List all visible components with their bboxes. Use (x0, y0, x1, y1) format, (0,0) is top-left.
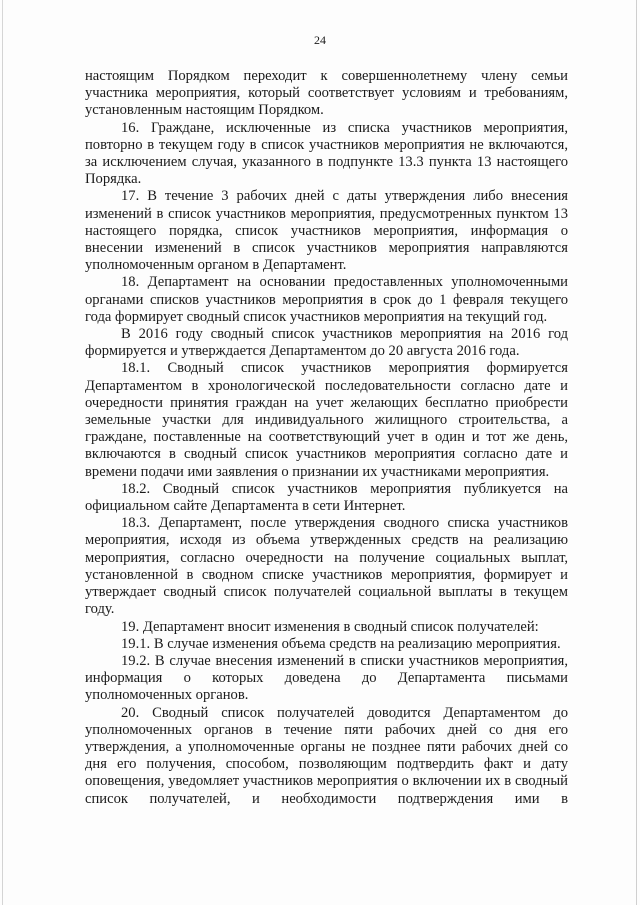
text-line: утверждения, а уполномоченные органы не позднее пяти рабочих дней со (85, 738, 568, 755)
text-line: очередности принятия граждан на учет желающих бесплатно приобрести (85, 394, 568, 411)
text-line: граждане, поставленные на соответствующий учет в один и тот же день, (85, 429, 568, 446)
text-line: году. (85, 601, 115, 618)
text-line: года формирует сводный список участников мероприятия на текущий год. (85, 308, 548, 325)
scan-left-edge (2, 0, 3, 905)
text-line: мероприятия. (476, 635, 561, 652)
paragraph (85, 68, 568, 120)
text-line: земельные участки для индивидуального жилищного строительства, а (85, 412, 568, 429)
paragraph (85, 636, 568, 653)
text-line: уполномоченных органов. (85, 687, 249, 704)
text-line: Департаментом в хронологической последовательности согласно дате и (85, 377, 568, 394)
text-line: 20. Сводный список получателей доводится Департаментом до (121, 704, 568, 721)
text-line: 16. Граждане, исключенные из списка участников мероприятия, (121, 119, 568, 136)
text-line: формируется и утверждается Департаментом до 20 августа 2016 года. (85, 343, 520, 360)
text-line: оповещения, уведомляет участников мероприятия о включении их в (85, 773, 512, 790)
paragraph (85, 705, 568, 808)
text-line: утверждает сводный список получателей социальной выплаты в текущем (85, 584, 568, 601)
text-line: В 2016 году сводный список участников мероприятия на 2016 год (121, 326, 568, 343)
text-line: включаются в сводный список участников мероприятия согласно дате и (85, 446, 568, 463)
paragraph (85, 515, 568, 618)
text-line: 17. В течение 3 рабочих дней с даты утверждения либо внесения (121, 188, 568, 205)
text-line: 18. Департамент на основании предоставленных уполномоченными (121, 274, 568, 291)
text-line: уполномоченным органом в Департамент. (85, 257, 347, 274)
text-line: 18.2. Сводный список участников мероприятия публикуется на (121, 480, 568, 497)
text-line: органами списков участников мероприятия в срок до 1 февраля текущего (85, 291, 568, 308)
text-line: 13 настоящего порядка, список участников мероприятия, информация о (85, 205, 568, 239)
text-line: участника мероприятия, который соответствует условиям и требованиям, (85, 85, 568, 102)
text-line: включаются, за исключением случая, указанного в подпункте 13.3 пункта (85, 136, 568, 171)
text-line: 19. Департамент вносит изменения в сводный список получателей: (121, 618, 539, 635)
paragraph (85, 619, 568, 636)
paragraph (85, 120, 568, 189)
text-line: 13 настоящего Порядка. (85, 154, 569, 188)
paragraph (85, 653, 568, 705)
text-line: повторно в текущем году в список участников мероприятия не (85, 136, 484, 153)
text-line: мероприятия, согласно очередности на получение социальных выплат, (85, 549, 568, 566)
text-line: установленным настоящим Порядком. (85, 102, 324, 119)
text-line: внесении изменений в список участников мероприятия направляются (85, 240, 568, 257)
text-line: сводный список получателей, и необходимости подтверждения ими в (85, 773, 568, 807)
paragraph (85, 360, 568, 480)
paragraph (85, 326, 568, 360)
text-line: 18.3. Департамент, после утверждения сводного списка участников (121, 515, 568, 532)
text-line: настоящим Порядком переходит к совершеннолетнему члену семьи (85, 68, 568, 84)
text-line: уполномоченных органов в течение пяти рабочих дней со дня его (85, 721, 568, 738)
text-line: установленной в сводном списке участников мероприятия, формирует и (85, 566, 568, 583)
paragraph (85, 188, 568, 274)
text-line: 19.1. В случае изменения объема средств на реализацию (121, 635, 473, 652)
page-number: 24 (314, 33, 326, 47)
text-line: мероприятия, информация о которых доведена до Департамента письмами (85, 652, 568, 687)
text-line: 18.1. Сводный список участников мероприятия формируется (121, 360, 568, 377)
text-line: мероприятия, исходя из объема утвержденных средств на реализацию (85, 532, 568, 549)
text-line: изменений в список участников мероприятия, предусмотренных пунктом (85, 205, 549, 222)
text-line: 19.2. В случае внесения изменений в списки участников (121, 652, 479, 669)
text-line: официальном сайте Департамента в сети Интернет. (85, 498, 406, 515)
scan-right-edge (636, 0, 637, 905)
text-line: дня его получения, способом, позволяющим подтвердить факт и дату (85, 756, 568, 773)
paragraph (85, 274, 568, 326)
text-line: времени подачи ими заявления о признании их участниками мероприятия. (85, 463, 550, 480)
document-body (85, 68, 568, 808)
paragraph (85, 481, 568, 515)
